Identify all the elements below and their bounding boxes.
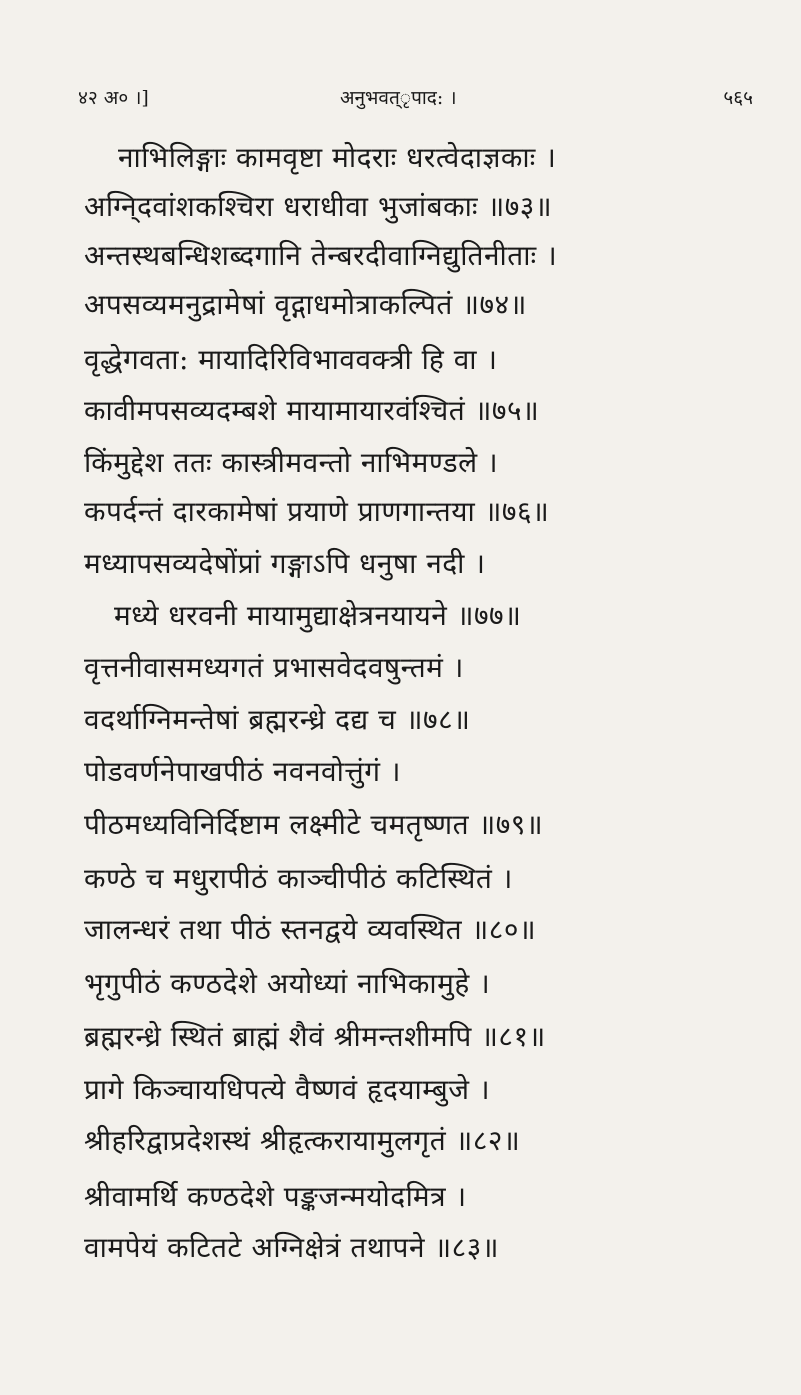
- verse-line: वृद्धेगवता: मायादिरिविभाववक्त्री हि वा ।: [84, 343, 498, 376]
- verse-line: अग्नि्दवांशकश्चिरा धराधीवा भुजांबकाः ॥७३॥: [84, 190, 553, 223]
- verse-line: नाभिलिङ्गाः कामवृष्टा मोदराः धरत्वेदाज्ञकाः ।: [118, 141, 557, 174]
- page-number: ५६५: [723, 87, 753, 109]
- chapter-reference: ४२ अ० ।]: [78, 87, 149, 109]
- verse-line: वामपेयं कटितटे अग्निक्षेत्रं तथापने ॥८३॥: [84, 1231, 500, 1264]
- verse-line: अपसव्यमनुद्रामेषां वृद्गाधमोत्राकल्पितं ॥७४॥: [84, 288, 527, 321]
- verse-line: कपर्दन्तं दारकामेषां प्रयाणे प्राणगान्तया ॥७६॥: [84, 495, 550, 528]
- verse-line: श्रीहरिद्वाप्रदेशस्थं श्रीहृत्करायामुलगृतं ॥८२॥: [84, 1124, 521, 1157]
- verse-line: पीठमध्यविनिर्दिष्टाम लक्ष्मीटे चमतृष्णत ॥७९॥: [84, 808, 544, 841]
- verse-line: वृत्तनीवासमध्यगतं प्रभासवेदवषुन्तमं ।: [84, 651, 464, 684]
- verse-line: मध्यापसव्यदेषोंप्रां गङ्गाऽपि धनुषा नदी ।: [84, 547, 486, 580]
- verse-line: प्रागे किञ्चायधिपत्ये वैष्णवं हृदयाम्बुजे ।: [84, 1073, 491, 1106]
- verse-line: भृगुपीठं कण्ठदेशे अयोध्यां नाभिकामुहे ।: [84, 967, 491, 1000]
- verse-line: जालन्धरं तथा पीठं स्तनद्वये व्यवस्थित ॥८०॥: [84, 913, 537, 946]
- page-header: [78, 84, 753, 114]
- verse-line: कावीमपसव्यदम्बशे मायामायारवंश्चितं ॥७५॥: [84, 394, 540, 427]
- verse-line: वदर्थाग्निमन्तेषां ब्रह्मरन्ध्रे दद्य च ॥७८॥: [84, 703, 471, 736]
- verse-line: कण्ठे च मधुरापीठं काञ्चीपीठं कटिस्थितं ।: [84, 862, 513, 895]
- verse-line: ब्रह्मरन्ध्रे स्थितं ब्राह्मं शैवं श्रीमन्तशीमपि ॥८१॥: [84, 1020, 546, 1053]
- verse-line: किंमुद्देश ततः कास्त्रीमवन्तो नाभिमण्डले ।: [84, 446, 499, 479]
- verse-line: मध्ये धरवनी मायामुद्याक्षेत्रनयायने ॥७७॥: [114, 599, 522, 632]
- verse-line: अन्तस्थबन्धिशब्दगानि तेन्बरदीवाग्निद्युतिनीताः ।: [84, 239, 558, 272]
- verse-line: श्रीवामर्थि कण्ठदेशे पङ्कजन्मयोदमित्र ।: [84, 1180, 467, 1213]
- running-title: अनुभवत्ृपाद: ।: [340, 87, 457, 109]
- verse-line: पोडवर्णनेपाखपीठं नवनवोत्तुंगं ।: [84, 755, 401, 788]
